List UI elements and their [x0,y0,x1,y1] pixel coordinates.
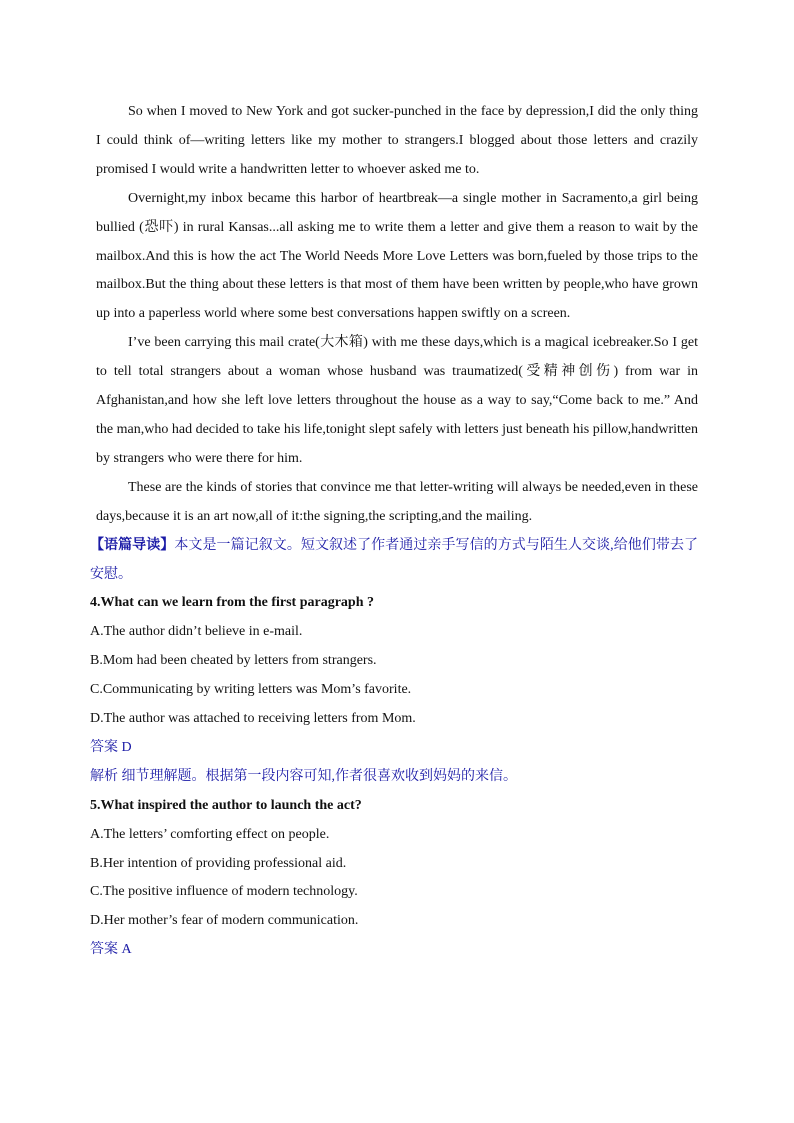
question-5-answer: 答案 A [90,942,132,958]
question-4-explanation [90,763,698,792]
question-4-option-d: D.The author was attached to receiving letters from Mom. [90,711,416,727]
explanation-label: 解析 [90,768,118,784]
passage-paragraph: Overnight,my inbox became this harbor of heartbreak—a single mother in Sacramento,a girl being bullied (恐吓) in rural Kansas...all asking me to write them a letter and give them a reason to wait by the mailbox.And this is how the act The World Needs More Love Letters was born,fueled by those trips to the mailbox.But the thing about these letters is that most of them have been written by people,who have grown up into a paperless world where some best conversations happen swiftly on a screen. [96,190,698,322]
question-5-option-c: C.The positive influence of modern technology. [90,884,358,900]
question-4-option-b: B.Mom had been cheated by letters from strangers. [90,653,377,669]
reading-guide [90,532,698,590]
reading-guide-label: 【语篇导读】 [90,537,175,553]
question-5-prompt: 5.What inspired the author to launch the act? [90,797,362,813]
reading-guide-text: 本文是一篇记叙文。短文叙述了作者通过亲手写信的方式与陌生人交谈,给他们带去了安慰。 [90,537,699,582]
passage-paragraph: I’ve been carrying this mail crate(大木箱) with me these days,which is a magical icebreaker.So I get to tell total strangers about a woman whose husband was traumatized(受精神创伤) from war in Afghanistan,and how she left love letters throughout the house as a way to say,“Come back to me.” And the man,who had decided to take his life,tonight slept safely with letters just beneath his pillow,handwritten by strangers who were there for him. [96,335,698,466]
question-4-option-c: C.Communicating by writing letters was Mom’s favorite. [90,682,412,698]
question-4-option-a: A.The author didn’t believe in e-mail. [90,624,303,640]
question-5-option-d: D.Her mother’s fear of modern communication. [90,913,359,929]
passage-paragraph: So when I moved to New York and got sucker-punched in the face by depression,I did the only thing I could think of—writing letters like my mother to strangers.I blogged about those letters and crazily promised I would write a handwritten letter to whoever asked me to. [96,104,698,177]
explanation-text: 细节理解题。根据第一段内容可知,作者很喜欢收到妈妈的来信。 [118,768,517,784]
question-4-prompt: 4.What can we learn from the first paragraph ? [90,595,374,611]
question-5-option-b: B.Her intention of providing professional aid. [90,855,347,871]
passage-paragraph: These are the kinds of stories that convince me that letter-writing will always be needed,even in these days,because it is an art now,all of it:the signing,the scripting,and the mailing. [96,479,698,524]
question-5-option-a: A.The letters’ comforting effect on people. [90,826,330,842]
question-4-answer: 答案 D [90,739,132,755]
document-page [90,98,699,965]
